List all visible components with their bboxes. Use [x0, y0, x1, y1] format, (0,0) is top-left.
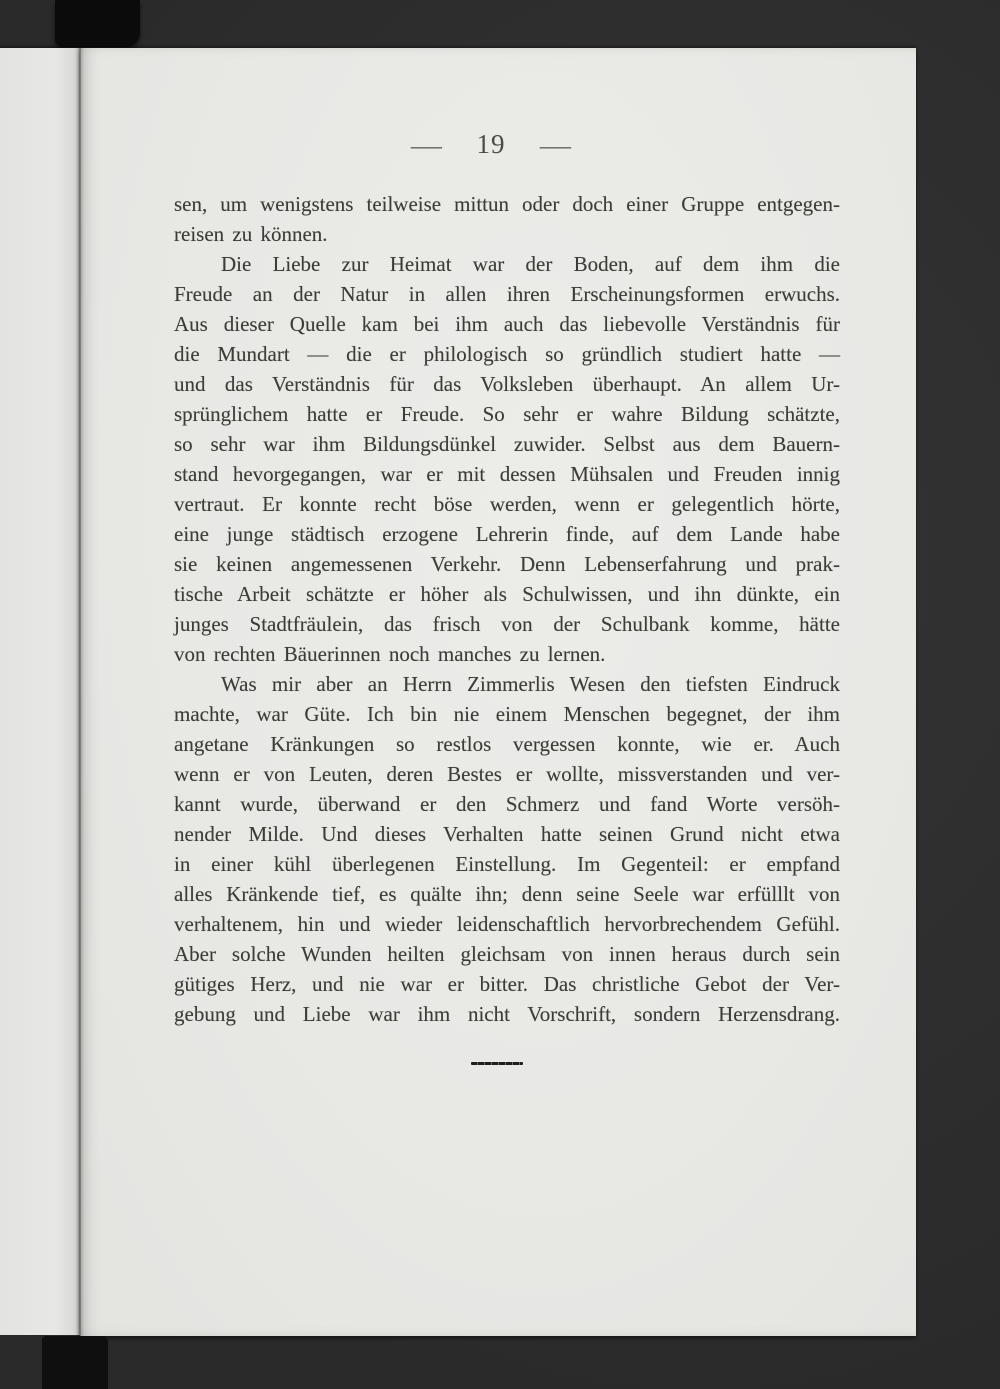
body-text — [174, 189, 840, 1029]
text-line: in einer kühl überlegenen Einstellung. Im Gegenteil: er empfand — [174, 852, 840, 876]
text-line: Aus dieser Quelle kam bei ihm auch das liebevolle Verständnis für — [174, 312, 840, 336]
text-line: eine junge städtisch erzogene Lehrerin finde, auf dem Lande habe — [174, 522, 840, 546]
text-line: und das Verständnis für das Volksleben überhaupt. An allem Ur- — [174, 372, 840, 396]
text-line: gebung und Liebe war ihm nicht Vorschrift, sondern Herzensdrang. — [174, 1002, 840, 1026]
book-page — [80, 48, 916, 1336]
adjacent-page-edge — [0, 48, 80, 1335]
text-line: verhaltenem, hin und wieder leidenschaftlich hervorbrechendem Gefühl. — [174, 912, 840, 936]
scan-black-blob — [42, 1336, 108, 1389]
page-number: 19 — [476, 129, 506, 159]
text-line: sie keinen angemessenen Verkehr. Denn Lebenserfahrung und prak- — [174, 552, 840, 576]
text-line: sprünglichem hatte er Freude. So sehr er wahre Bildung schätzte, — [174, 402, 840, 426]
text-line: sen, um wenigstens teilweise mittun oder doch einer Gruppe entgegen- — [174, 192, 840, 216]
header-dash-right: — — [539, 130, 572, 160]
text-line: stand hevorgegangen, war er mit dessen Mühsalen und Freuden innig — [174, 462, 840, 486]
text-line: kannt wurde, überwand er den Schmerz und fand Worte versöh- — [174, 792, 840, 816]
page-header — [80, 130, 902, 161]
text-line: die Mundart — die er philologisch so gründlich studiert hatte — — [174, 342, 840, 366]
text-line: Die Liebe zur Heimat war der Boden, auf dem ihm die — [221, 252, 840, 276]
header-dash-left: — — [410, 130, 443, 160]
book-gutter-crease — [76, 48, 84, 1336]
text-line: junges Stadtfräulein, das frisch von der Schulbank komme, hätte — [174, 612, 840, 636]
scan-black-mark — [55, 0, 140, 47]
text-line: Freude an der Natur in allen ihren Erscheinungsformen erwuchs. — [174, 282, 840, 306]
section-end-rule — [471, 1062, 523, 1065]
text-line: gütiges Herz, und nie war er bitter. Das christliche Gebot der Ver- — [174, 972, 840, 996]
text-line: angetane Kränkungen so restlos vergessen konnte, wie er. Auch — [174, 732, 840, 756]
text-line: machte, war Güte. Ich bin nie einem Menschen begegnet, der ihm — [174, 702, 840, 726]
text-line: nender Milde. Und dieses Verhalten hatte seinen Grund nicht etwa — [174, 822, 840, 846]
text-line: Was mir aber an Herrn Zimmerlis Wesen den tiefsten Eindruck — [221, 672, 840, 696]
text-line: tische Arbeit schätzte er höher als Schulwissen, und ihn dünkte, ein — [174, 582, 840, 606]
text-line: vertraut. Er konnte recht böse werden, wenn er gelegentlich hörte, — [174, 492, 840, 516]
text-line: reisen zu können. — [174, 222, 328, 246]
text-line: Aber solche Wunden heilten gleichsam von innen heraus durch sein — [174, 942, 840, 966]
text-line: alles Kränkende tief, es quälte ihn; denn seine Seele war erfülllt von — [174, 882, 840, 906]
text-line: von rechten Bäuerinnen noch manches zu lernen. — [174, 642, 606, 666]
text-line: wenn er von Leuten, deren Bestes er wollte, missverstanden und ver- — [174, 762, 840, 786]
text-line: so sehr war ihm Bildungsdünkel zuwider. Selbst aus dem Bauern- — [174, 432, 840, 456]
